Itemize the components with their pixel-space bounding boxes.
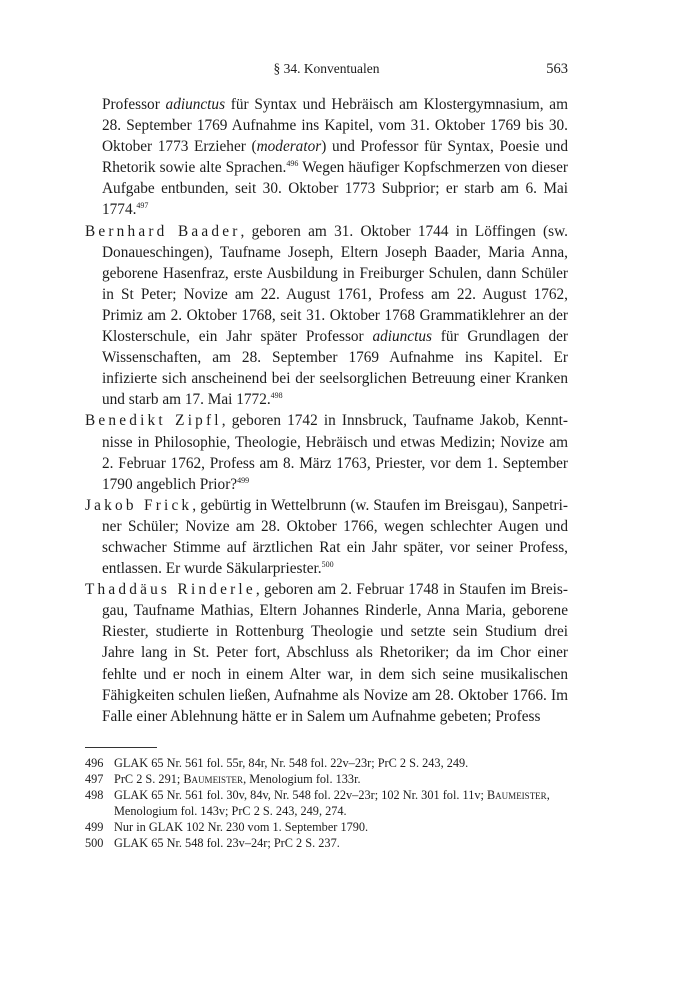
footnote-ref: 496 [286, 159, 299, 169]
text-run: Wegen häufiger Kopfschmerzen von dieser Aufgabe entbunden, seit 30. Oktober 1773 Subprior; er starb am 6. Mai 1774. [102, 159, 569, 219]
page-number: 563 [546, 61, 568, 77]
footnote-number: 496 [85, 756, 104, 770]
entry-paragraph [85, 410, 568, 494]
person-name: Jakob Frick [85, 496, 193, 514]
italic-term: moderator [256, 138, 322, 156]
text-run: für Grundlagen der Wissenschaften, am 28. September 1769 Aufnahme ins Kapitel. Er infizierte sich anscheinend bei der seelsorglichen Betreuung einer Kranken und starb am 17. Mai 1772. [102, 328, 568, 409]
footnote-text [114, 836, 568, 852]
footnote-number: 498 [85, 787, 104, 802]
footnote-ref: 499 [237, 475, 250, 485]
footnote-rule [85, 747, 157, 748]
entry-paragraph [85, 221, 568, 411]
person-name: Thaddäus Rinderle [85, 581, 256, 599]
text-run: Professor [102, 96, 166, 113]
text-run: PrC 2 S. 291; [114, 771, 184, 786]
author-name: Baumeister [486, 787, 547, 802]
footnote [85, 772, 568, 788]
text-run: ) und Professor für Syntax, Poesie und Rhetorik sowie alte Sprachen. [102, 138, 568, 177]
footnote [85, 820, 568, 836]
text-run: , geboren am 31. Oktober 1744 in Löffingen (sw. Donaueschingen), Taufname Joseph, Eltern Joseph Baader, Maria Anna, geborene Hasenfraz, erste Ausbildung in Freiburger Schulen, dann Schüler in St Peter; Novize am 22. August 1761, Profess am 22. August 1762, Primiz am 2. Oktober 1768, seit 31. Oktober 1768 Grammatiklehrer an der Klosterschule, ein Jahr später Professor [102, 222, 568, 346]
footnote-number: 499 [85, 819, 104, 834]
text-run: GLAK 65 Nr. 548 fol. 23v–24r; PrC 2 S. 237. [114, 835, 340, 850]
footnote-number: 497 [85, 771, 104, 786]
text-run: , geboren 1742 in Innsbruck, Taufname Jakob, Kenntnisse in Philosophie, Theologie, Hebräisch und etwas Medizin; Novize am 2. Februar 1762, Profess am 8. März 1763, Priester, vor dem 1. September 1790 angeblich Prior? [102, 412, 568, 493]
footnote-ref: 500 [321, 560, 334, 570]
author-name: Baumeister [183, 771, 244, 786]
text-run: , Menologium fol. 133r. [243, 771, 361, 786]
entry-paragraph [85, 94, 568, 221]
text-run: für Syntax und Hebräisch am Klostergymnasium, am 28. September 1769 Aufnahme ins Kapitel, vom 31. Oktober 1769 bis 30. Oktober 1773 Erzieher ( [102, 96, 568, 156]
footnote-text [114, 756, 568, 772]
footnote [85, 788, 568, 820]
footnote-ref: 498 [270, 391, 283, 401]
footnote-text [114, 820, 568, 836]
text-run: , geboren am 2. Februar 1748 in Staufen im Breisgau, Taufname Mathias, Eltern Johannes Rinderle, Anna Maria, geborene Riester, studierte in Rottenburg Theologie und setzte sein Studium drei Jahre lang in St. Peter fort, Abschluss als Rhetoriker; da im Chor einer fehlte und er noch in einem Alter war, in dem sich seine musikalischen Fähigkeiten schulen ließen, Aufnahme als Novize am 28. Oktober 1766. Im Falle einer Ablehnung hätte er in Salem um Aufnahme gebeten; Profess [102, 581, 568, 725]
footnotes [85, 756, 568, 851]
footnote-text [114, 772, 568, 788]
italic-term: adiunctus [165, 96, 226, 113]
text-run: , Menologium fol. 143v; PrC 2 S. 243, 249, 274. [114, 787, 550, 818]
person-name: Bernhard Baader [85, 222, 241, 240]
main-text [85, 94, 568, 727]
person-name: Benedikt Zipfl [85, 412, 222, 430]
footnote-ref: 497 [136, 201, 149, 211]
text-run: GLAK 65 Nr. 561 fol. 30v, 84v, Nr. 548 fol. 22v–23r; 102 Nr. 301 fol. 11v; [114, 787, 487, 802]
section-title: § 34. Konventualen [273, 61, 380, 76]
italic-term: adiunctus [372, 328, 432, 346]
text-run: Nur in GLAK 102 Nr. 230 vom 1. September 1790. [114, 819, 369, 834]
entry-paragraph [85, 495, 568, 579]
text-run: GLAK 65 Nr. 561 fol. 55r, 84r, Nr. 548 fol. 22v–23r; PrC 2 S. 243, 249. [114, 756, 469, 770]
footnote-text [114, 788, 568, 820]
entry-paragraph [85, 579, 568, 727]
footnote [85, 836, 568, 852]
footnote-number: 500 [85, 835, 104, 850]
text-run: , gebürtig in Wettelbrunn (w. Staufen im Breisgau), Sanpetriner Schüler; Novize am 28. Oktober 1766, wegen schlechter Augen und schwacher Stimme auf ärztlichen Rat ein Jahr später, vor seiner Profess, entlassen. Er wurde Säkularpriester. [102, 496, 568, 578]
footnote [85, 756, 568, 772]
running-header [85, 58, 568, 80]
